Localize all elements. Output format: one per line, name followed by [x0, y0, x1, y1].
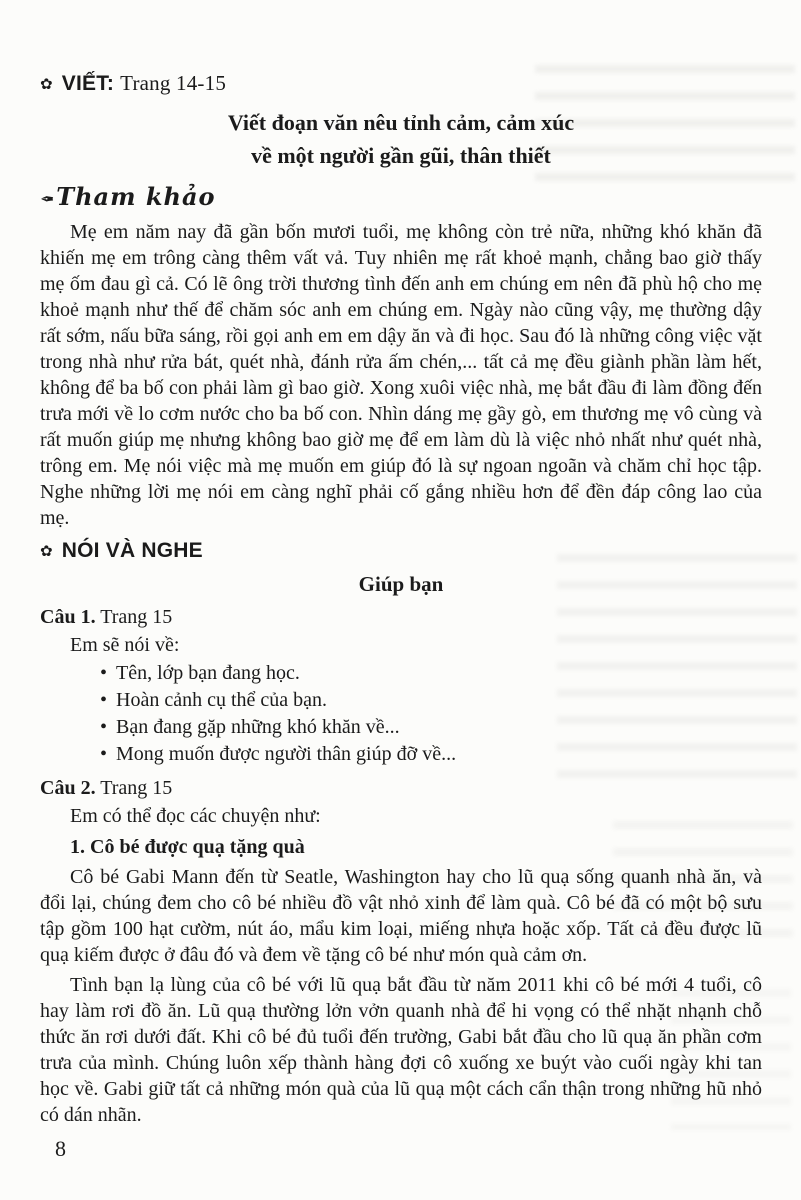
bullet-list — [40, 660, 762, 768]
list-item — [100, 687, 762, 714]
question-1-label: Câu 1. — [40, 606, 96, 628]
section-noi-va-nghe — [40, 538, 762, 1128]
flower-icon: ✿ — [40, 75, 53, 93]
list-item — [100, 660, 762, 687]
question-1-range: Trang 15 — [100, 606, 173, 628]
list-item — [100, 741, 762, 768]
question-2-heading — [40, 775, 762, 801]
bullet-icon: • — [100, 716, 108, 738]
lesson-title — [40, 106, 762, 172]
bullet-icon: • — [100, 662, 108, 684]
bullet-text: Bạn đang gặp những khó khăn về... — [116, 716, 400, 738]
lesson-title-line2: về một người gần gũi, thân thiết — [251, 143, 551, 168]
bullet-icon: • — [100, 743, 108, 765]
page-content — [40, 70, 762, 1128]
page-number: 8 — [55, 1136, 66, 1161]
noi-va-nghe-heading — [40, 538, 762, 564]
story-title: 1. Cô bé được quạ tặng quà — [70, 836, 305, 858]
viet-heading-label: VIẾT: — [61, 72, 115, 95]
question-1-intro: Em sẽ nói về: — [70, 634, 180, 656]
question-2-range: Trang 15 — [100, 777, 173, 799]
bullet-icon: • — [100, 689, 108, 711]
bullet-text: Mong muốn được người thân giúp đỡ về... — [116, 743, 457, 765]
story-paragraph: Tình bạn lạ lùng của cô bé với lũ quạ bắt đầu từ năm 2011 khi cô bé mới 4 tuổi, cô hay làm rơi đồ ăn. Lũ quạ thường lởn vởn quanh nhà để hi vọng có thể nhặt nhạnh chỗ thức ăn rơi dưới đất. Khi cô bé đủ tuổi đến trường, Gabi bắt đầu cho lũ quạ ăn phần cơm trưa của mình. Chúng luôn xếp thành hàng đợi cô xuống xe buýt vào cuối ngày khi tan học về. Gabi giữ tất cả những món quà của lũ quạ một cách cẩn thận trong những hũ nhỏ có dán nhãn. — [40, 974, 762, 1126]
flower-icon: ✿ — [40, 542, 53, 560]
viet-heading — [40, 70, 762, 97]
topic-title: Giúp bạn — [358, 572, 444, 596]
question-2-label: Câu 2. — [40, 777, 96, 799]
question-1-heading — [40, 604, 762, 630]
reference-label: Tham khảo — [56, 182, 216, 211]
reference-paragraph: Mẹ em năm nay đã gần bốn mươi tuổi, mẹ không còn trẻ nữa, những khó khăn đã khiến mẹ em trông càng thêm vất vả. Tuy nhiên mẹ rất khoẻ mạnh, chẳng bao giờ thấy mẹ ốm đau gì cả. Có lẽ ông trời thương tình đến anh em chúng em nên đã phù hộ cho mẹ khoẻ mạnh như thế để chăm sóc anh em chúng em. Ngày nào cũng vậy, mẹ thường dậy rất sớm, nấu bữa sáng, rồi gọi anh em em dậy ăn và đi học. Sau đó là những công việc vặt trong nhà như rửa bát, quét nhà, đánh rửa ấm chén,... tất cả mẹ đều giành phần làm hết, không để ba bố con phải làm gì bao giờ. Xong xuôi việc nhà, mẹ bắt đầu đi làm đồng đến trưa mới về lo cơm nước cho ba bố con. Nhìn dáng mẹ gầy gò, em thương mẹ vô cùng và rất muốn giúp mẹ nhưng không bao giờ mẹ để em làm dù là việc nhỏ nhất như quét nhà, trông em. Mẹ nói việc mà mẹ muốn em giúp đó là sự ngoan ngoãn và chăm chỉ học tập. Nghe những lời mẹ nói em càng nghĩ phải cố gắng nhiều hơn để đền đáp công lao của mẹ. — [40, 221, 762, 529]
bullet-text: Tên, lớp bạn đang học. — [116, 662, 300, 684]
reference-heading — [40, 182, 762, 215]
section-viet — [40, 70, 762, 531]
lesson-title-line1: Viết đoạn văn nêu tỉnh cảm, cảm xúc — [227, 110, 575, 135]
pen-nib-icon: ✒ — [40, 190, 55, 210]
noi-va-nghe-heading-label: NÓI VÀ NGHE — [61, 539, 203, 562]
bullet-text: Hoàn cảnh cụ thể của bạn. — [116, 689, 328, 711]
story-paragraph: Cô bé Gabi Mann đến từ Seatle, Washington hay cho lũ quạ sống quanh nhà ăn, và đổi lại, chúng đem cho cô bé nhiều đồ vật nhỏ xinh để làm quà. Cô bé đã có một bộ sưu tập gồm 100 hạt cườm, nút áo, mẩu kim loại, miếng nhựa hoặc xốp. Tất cả đều được lũ quạ kiếm được ở đâu đó và đem về tặng cô bé như món quà cảm ơn. — [40, 866, 762, 966]
list-item — [100, 714, 762, 741]
viet-heading-range: Trang 14-15 — [120, 71, 227, 95]
question-2-intro: Em có thể đọc các chuyện như: — [70, 805, 321, 827]
